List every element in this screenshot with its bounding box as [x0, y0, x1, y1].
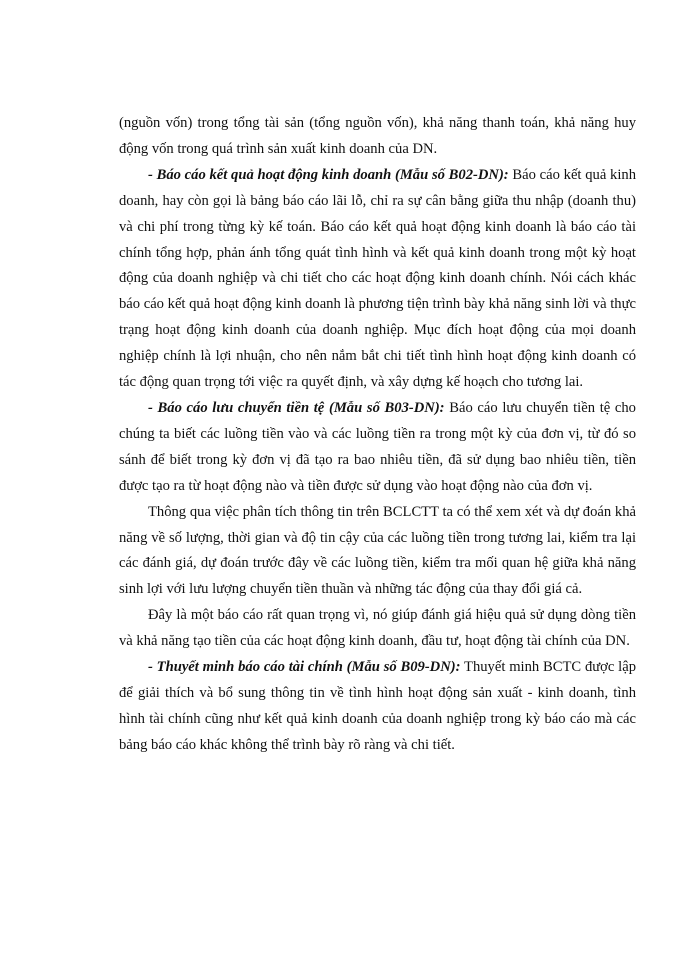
paragraph-bclctt-analysis — [119, 500, 636, 604]
document-body — [119, 111, 636, 759]
notes-heading: - Thuyết minh báo cáo tài chính (Mẫu số B09-DN): — [148, 659, 461, 676]
importance-text: Đây là một báo cáo rất quan trọng vì, nó giúp đánh giá hiệu quả sử dụng dòng tiền và khả năng tạo tiền của các hoạt động kinh doanh, đầu tư, hoạt động tài chính của DN. — [119, 607, 636, 650]
bclctt-analysis-text: Thông qua việc phân tích thông tin trên BCLCTT ta có thể xem xét và dự đoán khả năng về số lượng, thời gian và độ tin cậy của các luồng tiền trong tương lai, kiểm tra lại các đánh giá, dự đoán trước đây về các luồng tiền, kiểm tra mối quan hệ giữa khả năng sinh lợi với lưu lượng chuyển tiền thuần và những tác động của thay đổi giá cả. — [119, 503, 636, 598]
paragraph-importance — [119, 603, 636, 655]
paragraph-cash-flow — [119, 396, 636, 500]
income-statement-heading: - Báo cáo kết quả hoạt động kinh doanh (Mẫu số B02-DN): — [148, 166, 509, 183]
notes-text: Thuyết minh BCTC được lập để giải thích và bổ sung thông tin về tình hình hoạt động sản xuất - kinh doanh, tình hình tài chính cũng như kết quả kinh doanh của doanh nghiệp trong kỳ báo cáo mà các bảng báo cáo khác không thể trình bày rõ ràng và chi tiết. — [119, 659, 636, 753]
income-statement-text: Báo cáo kết quả kinh doanh, hay còn gọi là bảng báo cáo lãi lỗ, chỉ ra sự cân bằng giữa thu nhập (doanh thu) và chi phí trong từng kỳ kế toán. Báo cáo kết quả hoạt động kinh doanh là báo cáo tài chính tổng hợp, phản ánh tổng quát tình hình và kết quả kinh doanh trong một kỳ hoạt động của doanh nghiệp và chi tiết cho các hoạt động kinh doanh chính. Nói cách khác báo cáo kết quả hoạt động kinh doanh là phương tiện trình bày khả năng sinh lời và thực trạng hoạt động kinh doanh của doanh nghiệp. Mục đích hoạt động của mọi doanh nghiệp chính là lợi nhuận, cho nên nắm bắt chi tiết tình hình hoạt động kinh doanh có tác động quan trọng tới việc ra quyết định, và xây dựng kế hoạch cho tương lai. — [119, 166, 636, 391]
cash-flow-text: Báo cáo lưu chuyển tiền tệ cho chúng ta biết các luồng tiền vào và các luồng tiền ra trong một kỳ của đơn vị, từ đó so sánh để biết trong kỳ đơn vị đã tạo ra bao nhiêu tiền, đã sử dụng bao nhiêu tiền, tiền được tạo ra từ hoạt động nào và tiền được sử dụng vào hoạt động nào của đơn vị. — [119, 399, 636, 494]
paragraph-notes — [119, 655, 636, 759]
paragraph-1-text: (nguồn vốn) trong tổng tài sản (tổng nguồn vốn), khả năng thanh toán, khả năng huy động vốn trong quá trình sản xuất kinh doanh của DN. — [119, 115, 636, 157]
paragraph-1 — [119, 111, 636, 163]
cash-flow-heading: - Báo cáo lưu chuyển tiền tệ (Mẫu số B03-DN): — [148, 399, 445, 416]
paragraph-income-statement — [119, 163, 636, 396]
